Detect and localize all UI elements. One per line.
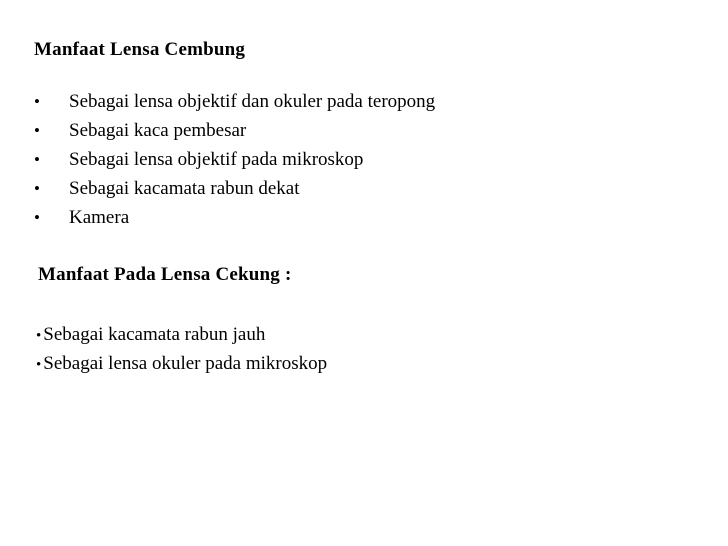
- list-item: [34, 116, 435, 145]
- bullet-icon: •: [34, 121, 40, 140]
- list-item-text: Sebagai kaca pembesar: [69, 120, 247, 141]
- list-item-text: Sebagai lensa objektif pada mikroskop: [69, 149, 364, 170]
- bullet-icon: •: [34, 208, 40, 227]
- list-item-text: Sebagai kacamata rabun jauh: [43, 324, 266, 345]
- list-item: [34, 145, 435, 174]
- convex-lens-uses-list: [34, 87, 435, 232]
- concave-lens-uses-list: [36, 320, 327, 378]
- bullet-icon: •: [34, 92, 40, 111]
- concave-lens-heading: Manfaat Pada Lensa Cekung :: [38, 264, 292, 285]
- list-item: [36, 349, 327, 378]
- list-item: [34, 203, 435, 232]
- list-item: [34, 174, 435, 203]
- bullet-icon: •: [34, 150, 40, 169]
- list-item-text: Kamera: [69, 207, 130, 228]
- bullet-icon: •: [36, 357, 42, 373]
- bullet-icon: •: [36, 328, 42, 344]
- convex-lens-heading: Manfaat Lensa Cembung: [34, 39, 246, 60]
- list-item: [36, 320, 327, 349]
- list-item: [34, 87, 435, 116]
- list-item-text: Sebagai lensa okuler pada mikroskop: [43, 353, 328, 374]
- bullet-icon: •: [34, 179, 40, 198]
- list-item-text: Sebagai lensa objektif dan okuler pada teropong: [69, 91, 436, 112]
- list-item-text: Sebagai kacamata rabun dekat: [69, 178, 300, 199]
